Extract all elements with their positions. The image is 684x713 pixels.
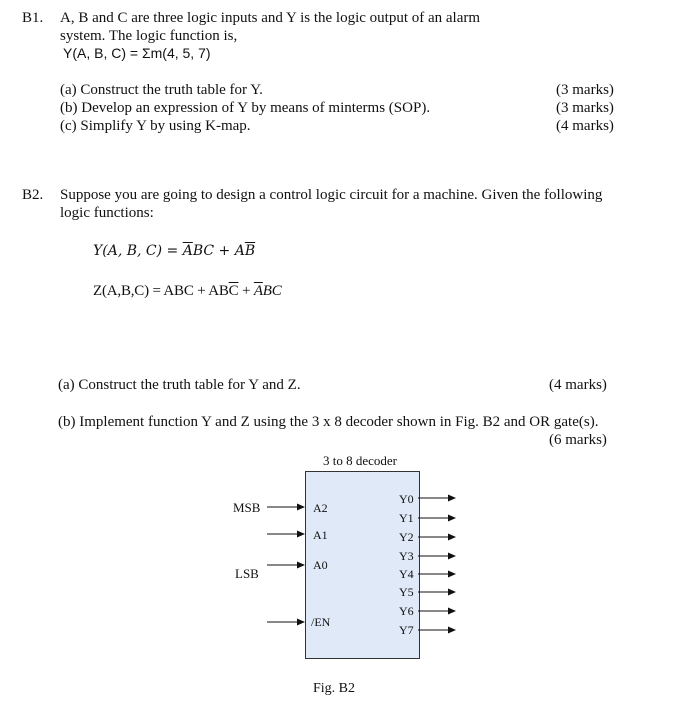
eq-z-cbar: $\overline{C}$ [228, 283, 239, 299]
eq-z-lhs: Z(A,B,C) = ABC + AB [93, 283, 229, 299]
output-label-y3: Y3 [399, 549, 414, 563]
output-label-y4: Y4 [399, 567, 414, 581]
b1-line2: system. The logic function is, [60, 28, 238, 44]
b2-part-b-marks: (6 marks) [549, 432, 607, 448]
b1-part-b: (b) Develop an expression of Y by means of minterms (SOP). [60, 100, 431, 116]
eq-y-abar: $\overline{A}$ [182, 243, 193, 259]
output-label-y7: Y7 [399, 623, 414, 637]
b1-part-c: (c) Simplify Y by using K-map. [60, 118, 251, 134]
output-label-y2: Y2 [399, 530, 414, 544]
output-label-y6: Y6 [399, 604, 414, 618]
b1-line1: A, B and C are three logic inputs and Y is the logic output of an alarm [60, 10, 481, 26]
b2-line2: logic functions: [60, 205, 154, 221]
b2-line1: Suppose you are going to design a control logic circuit for a machine. Given the following [60, 187, 603, 203]
input-label-a1: A1 [313, 528, 328, 542]
eq-y-bc: BC [192, 243, 215, 259]
eq-z-bc: BC [262, 283, 282, 299]
b2-part-a-marks: (4 marks) [549, 377, 607, 393]
eq-y-a: A [234, 243, 245, 259]
b2-part-b: (b) Implement function Y and Z using the 3 x 8 decoder shown in Fig. B2 and OR gate(s). [58, 414, 599, 430]
b1-part-a: (a) Construct the truth table for Y. [60, 82, 263, 98]
eq-z-abar: $\overline{A}$ [253, 283, 263, 299]
b2-part-a: (a) Construct the truth table for Y and Z. [58, 377, 301, 393]
output-label-y1: Y1 [399, 511, 414, 525]
eq-y-lhs: Y(A, B, C) = [93, 243, 183, 259]
eq-y-bbar: $\overline{B}$ [244, 243, 256, 259]
b1-part-b-marks: (3 marks) [556, 100, 614, 116]
msb-label: MSB [233, 500, 261, 515]
lsb-label: LSB [235, 566, 259, 581]
eq-z-plus: + [238, 283, 254, 299]
b2-number: B2. [22, 187, 44, 203]
eq-y-plus: + [214, 243, 235, 259]
b1-number: B1. [22, 10, 44, 26]
input-label-a2: A2 [313, 501, 328, 515]
b1-part-c-marks: (4 marks) [556, 118, 614, 134]
output-label-y5: Y5 [399, 585, 414, 599]
input-label-en: /EN [311, 615, 331, 629]
figure-caption: Fig. B2 [313, 681, 356, 696]
b1-part-a-marks: (3 marks) [556, 82, 614, 98]
output-label-y0: Y0 [399, 492, 414, 506]
b1-function: Y(A, B, C) = Σm(4, 5, 7) [63, 45, 211, 61]
input-label-a0: A0 [313, 558, 328, 572]
decoder-title: 3 to 8 decoder [323, 453, 398, 468]
